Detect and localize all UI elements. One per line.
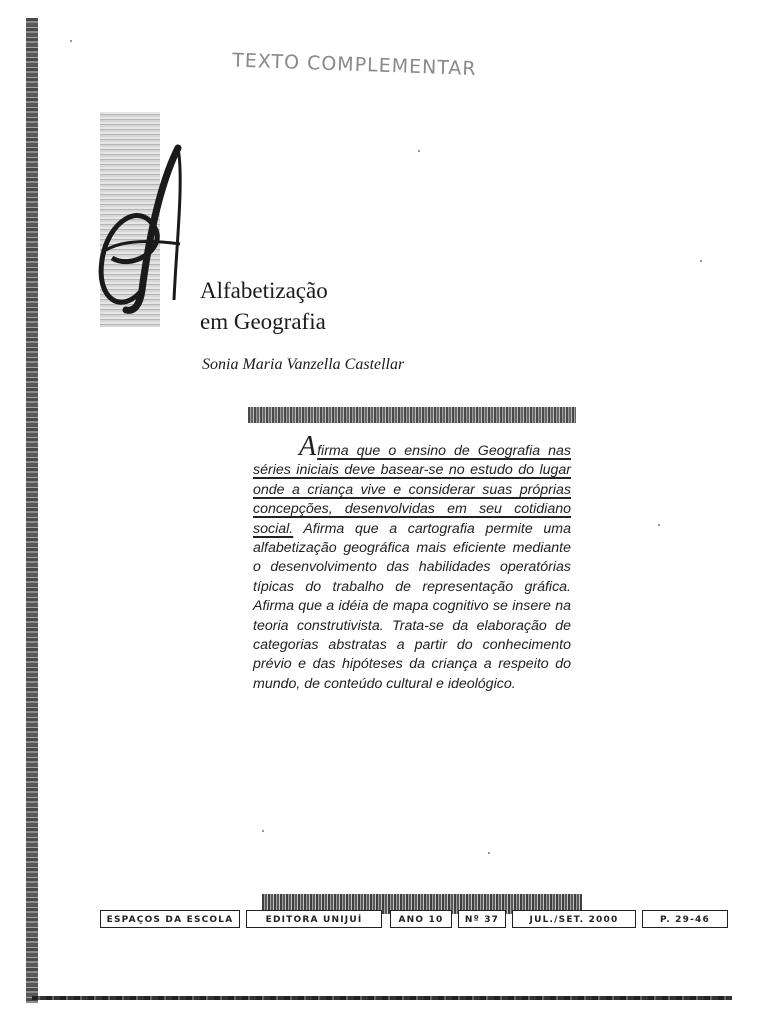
scan-speck (418, 150, 420, 152)
scan-speck (70, 40, 72, 42)
footer-year: ANO 10 (390, 910, 452, 928)
abstract-underlined-text: firma que o ensino de Geografia nas séries iniciais deve basear-se no estudo do lugar onde a criança vive e considerar suas próprias concepções, desenvolvidas em seu cotidiano social. (253, 443, 571, 537)
decorative-initial-a-icon (92, 140, 192, 320)
footer-publisher: EDITORA UNIJUÍ (246, 910, 382, 928)
scan-speck (262, 830, 264, 832)
abstract-body-text: Afirma que a cartografia permite uma alfabetização geográfica mais eficiente mediante o desenvolvimento das habilidades operatórias típicas do trabalho de representação gráfica. Afirma que a idéia de mapa cognitivo se insere na teoria construtivista. Trata-se da elaboração de categorias abstratas a partir do conhecimento prévio e das hipóteses da criança a respeito do mundo, de conteúdo cultural e ideológico. (253, 520, 571, 692)
footer-number: Nº 37 (458, 910, 506, 928)
author-name: Sonia Maria Vanzella Castellar (202, 356, 405, 373)
scan-speck (488, 852, 490, 854)
title-line-2: em Geografia (200, 309, 326, 334)
footer-journal: ESPAÇOS DA ESCOLA (100, 910, 240, 928)
footer-pages: P. 29-46 (642, 910, 728, 928)
title-line-1: Alfabetização (200, 278, 328, 303)
publication-footer (100, 910, 730, 930)
scan-speck (658, 524, 660, 526)
abstract-dropcap: A (299, 431, 317, 462)
article-title (200, 275, 530, 337)
footer-period: JUL./SET. 2000 (512, 910, 636, 928)
handwritten-annotation: TEXTO COMPLEMENTAR (231, 49, 477, 80)
scan-binding-edge (26, 18, 38, 1003)
scan-bottom-edge (32, 996, 732, 1000)
abstract-paragraph (253, 431, 571, 694)
scan-speck (700, 260, 702, 262)
decorative-band (248, 407, 576, 423)
